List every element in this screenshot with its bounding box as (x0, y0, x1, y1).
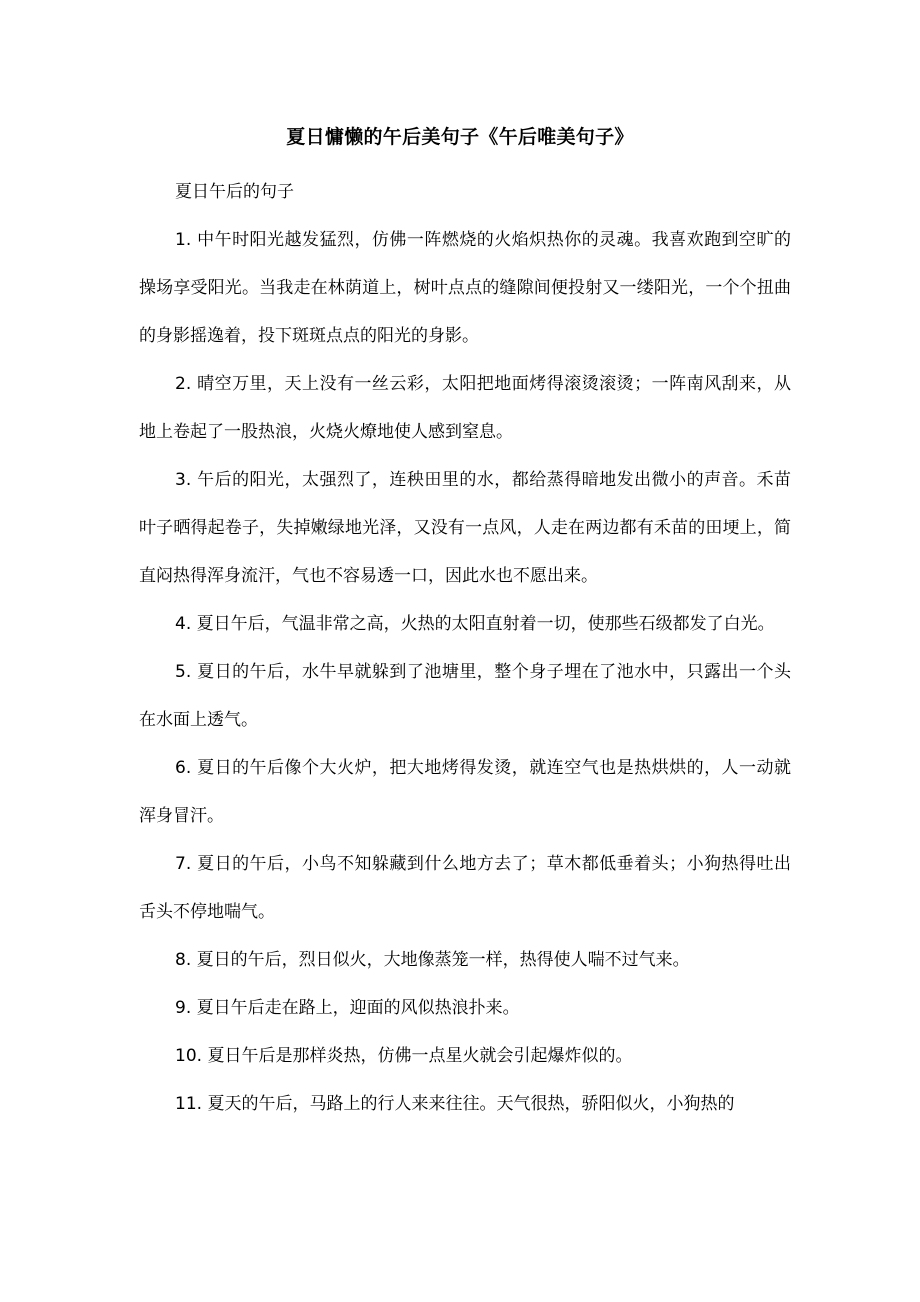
paragraph-6: 6. 夏日的午后像个大火炉，把大地烤得发烫，就连空气也是热烘烘的，人一动就浑身冒汗。 (139, 758, 791, 826)
paragraph-4: 4. 夏日午后，气温非常之高，火热的太阳直射着一切，使那些石级都发了白光。 (175, 614, 775, 634)
paragraph-7: 7. 夏日的午后，小鸟不知躲藏到什么地方去了；草木都低垂着头；小狗热得吐出舌头不停地喘气。 (139, 854, 791, 922)
paragraph-1: 1. 中午时阳光越发猛烈，仿佛一阵燃烧的火焰炽热你的灵魂。我喜欢跑到空旷的操场享受阳光。当我走在林荫道上，树叶点点的缝隙间便投射又一缕阳光，一个个扭曲的身影摇逸着，投下斑斑点点的阳光的身影。 (139, 230, 791, 346)
paragraph-9: 9. 夏日午后走在路上，迎面的风似热浪扑来。 (175, 998, 520, 1018)
paragraph-3: 3. 午后的阳光，太强烈了，连秧田里的水，都给蒸得暗地发出微小的声音。禾苗叶子晒得起卷子，失掉嫩绿地光泽，又没有一点风，人走在两边都有禾苗的田埂上，简直闷热得浑身流汗，气也不容易透一口，因此水也不愿出来。 (139, 470, 791, 586)
paragraph-2: 2. 晴空万里，天上没有一丝云彩，太阳把地面烤得滚烫滚烫；一阵南风刮来，从地上卷起了一股热浪，火烧火燎地使人感到窒息。 (139, 374, 791, 442)
paragraph-heading: 夏日午后的句子 (175, 182, 294, 202)
paragraph-5: 5. 夏日的午后，水牛早就躲到了池塘里，整个身子埋在了池水中，只露出一个头在水面上透气。 (139, 662, 791, 730)
document-title: 夏日慵懒的午后美句子《午后唯美句子》 (286, 126, 634, 148)
document-body (139, 168, 791, 1128)
paragraph-11: 11. 夏天的午后，马路上的行人来来往往。天气很热，骄阳似火，小狗热的 (175, 1094, 735, 1114)
paragraph-8: 8. 夏日的午后，烈日似火，大地像蒸笼一样，热得使人喘不过气来。 (175, 950, 690, 970)
paragraph-10: 10. 夏日午后是那样炎热，仿佛一点星火就会引起爆炸似的。 (175, 1046, 633, 1066)
